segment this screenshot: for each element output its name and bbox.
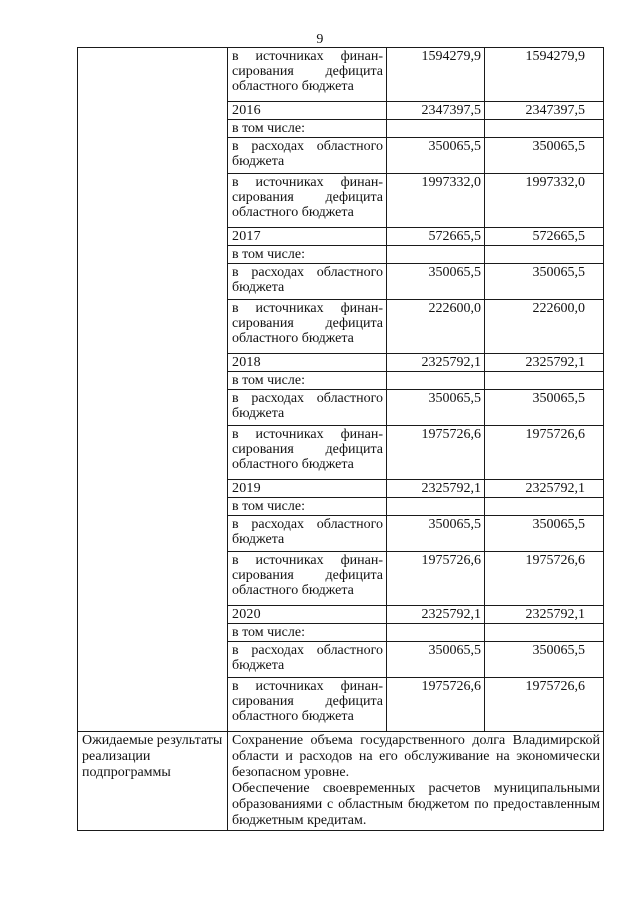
budget-amount-cell: 1594279,9 bbox=[485, 48, 604, 102]
total-amount-cell: 1975726,6 bbox=[387, 426, 485, 480]
section-label-cell bbox=[78, 48, 228, 732]
total-amount-cell: 2325792,1 bbox=[387, 606, 485, 624]
budget-amount-cell bbox=[485, 246, 604, 264]
subprogram-passport-table bbox=[77, 47, 604, 831]
funding-item-label: в источниках финан-сирования дефицита областного бюджета bbox=[228, 552, 387, 606]
total-amount-cell: 2325792,1 bbox=[387, 480, 485, 498]
total-amount-cell: 2325792,1 bbox=[387, 354, 485, 372]
budget-amount-cell bbox=[485, 498, 604, 516]
budget-amount-cell: 1975726,6 bbox=[485, 426, 604, 480]
funding-item-label: в том числе: bbox=[228, 246, 387, 264]
funding-item-label: в расходах областного бюджета bbox=[228, 264, 387, 300]
total-amount-cell: 350065,5 bbox=[387, 390, 485, 426]
year-label: 2016 bbox=[228, 102, 387, 120]
year-label: 2018 bbox=[228, 354, 387, 372]
year-label: 2017 bbox=[228, 228, 387, 246]
funding-item-label: в источниках финан-сирования дефицита областного бюджета bbox=[228, 48, 387, 102]
total-amount-cell bbox=[387, 624, 485, 642]
total-amount-cell: 350065,5 bbox=[387, 516, 485, 552]
funding-item-label: в том числе: bbox=[228, 372, 387, 390]
budget-amount-cell: 350065,5 bbox=[485, 138, 604, 174]
funding-row bbox=[78, 48, 604, 102]
expected-results-text bbox=[228, 732, 604, 831]
expected-result-paragraph: Обеспечение своевременных расчетов муниципальными образованиями с областным бюджетом по предоставленным бюджетным кредитам. bbox=[232, 781, 600, 828]
expected-results-row bbox=[78, 732, 604, 831]
total-amount-cell: 1997332,0 bbox=[387, 174, 485, 228]
budget-amount-cell: 2325792,1 bbox=[485, 480, 604, 498]
funding-table-body bbox=[78, 48, 604, 732]
total-amount-cell bbox=[387, 246, 485, 264]
budget-amount-cell: 2325792,1 bbox=[485, 354, 604, 372]
funding-item-label: в том числе: bbox=[228, 498, 387, 516]
total-amount-cell: 1975726,6 bbox=[387, 678, 485, 732]
total-amount-cell: 350065,5 bbox=[387, 138, 485, 174]
total-amount-cell bbox=[387, 498, 485, 516]
budget-amount-cell: 2347397,5 bbox=[485, 102, 604, 120]
expected-result-paragraph: Сохранение объема государственного долга Владимирской области и расходов на его обслуживание на экономически безопасном уровне. bbox=[232, 733, 600, 780]
budget-amount-cell: 572665,5 bbox=[485, 228, 604, 246]
total-amount-cell: 1975726,6 bbox=[387, 552, 485, 606]
total-amount-cell: 572665,5 bbox=[387, 228, 485, 246]
budget-amount-cell: 222600,0 bbox=[485, 300, 604, 354]
year-label: 2020 bbox=[228, 606, 387, 624]
budget-amount-cell bbox=[485, 624, 604, 642]
funding-item-label: в расходах областного бюджета bbox=[228, 390, 387, 426]
funding-item-label: в источниках финан-сирования дефицита областного бюджета bbox=[228, 174, 387, 228]
budget-amount-cell: 350065,5 bbox=[485, 264, 604, 300]
total-amount-cell: 350065,5 bbox=[387, 642, 485, 678]
funding-item-label: в расходах областного бюджета bbox=[228, 516, 387, 552]
total-amount-cell bbox=[387, 372, 485, 390]
year-label: 2019 bbox=[228, 480, 387, 498]
budget-amount-cell: 350065,5 bbox=[485, 390, 604, 426]
funding-item-label: в том числе: bbox=[228, 624, 387, 642]
total-amount-cell: 222600,0 bbox=[387, 300, 485, 354]
funding-item-label: в том числе: bbox=[228, 120, 387, 138]
funding-item-label: в источниках финан-сирования дефицита областного бюджета bbox=[228, 426, 387, 480]
budget-amount-cell: 1975726,6 bbox=[485, 552, 604, 606]
funding-item-label: в расходах областного бюджета bbox=[228, 138, 387, 174]
total-amount-cell bbox=[387, 120, 485, 138]
total-amount-cell: 1594279,9 bbox=[387, 48, 485, 102]
expected-results-label: Ожидаемые результаты реализации подпрограммы bbox=[78, 732, 228, 831]
budget-amount-cell: 1975726,6 bbox=[485, 678, 604, 732]
funding-item-label: в источниках финан-сирования дефицита областного бюджета bbox=[228, 678, 387, 732]
funding-item-label: в расходах областного бюджета bbox=[228, 642, 387, 678]
budget-amount-cell: 350065,5 bbox=[485, 642, 604, 678]
page-number: 9 bbox=[316, 32, 324, 47]
total-amount-cell: 2347397,5 bbox=[387, 102, 485, 120]
budget-amount-cell: 1997332,0 bbox=[485, 174, 604, 228]
funding-item-label: в источниках финан-сирования дефицита областного бюджета bbox=[228, 300, 387, 354]
budget-amount-cell bbox=[485, 372, 604, 390]
budget-amount-cell: 350065,5 bbox=[485, 516, 604, 552]
budget-amount-cell: 2325792,1 bbox=[485, 606, 604, 624]
total-amount-cell: 350065,5 bbox=[387, 264, 485, 300]
budget-amount-cell bbox=[485, 120, 604, 138]
